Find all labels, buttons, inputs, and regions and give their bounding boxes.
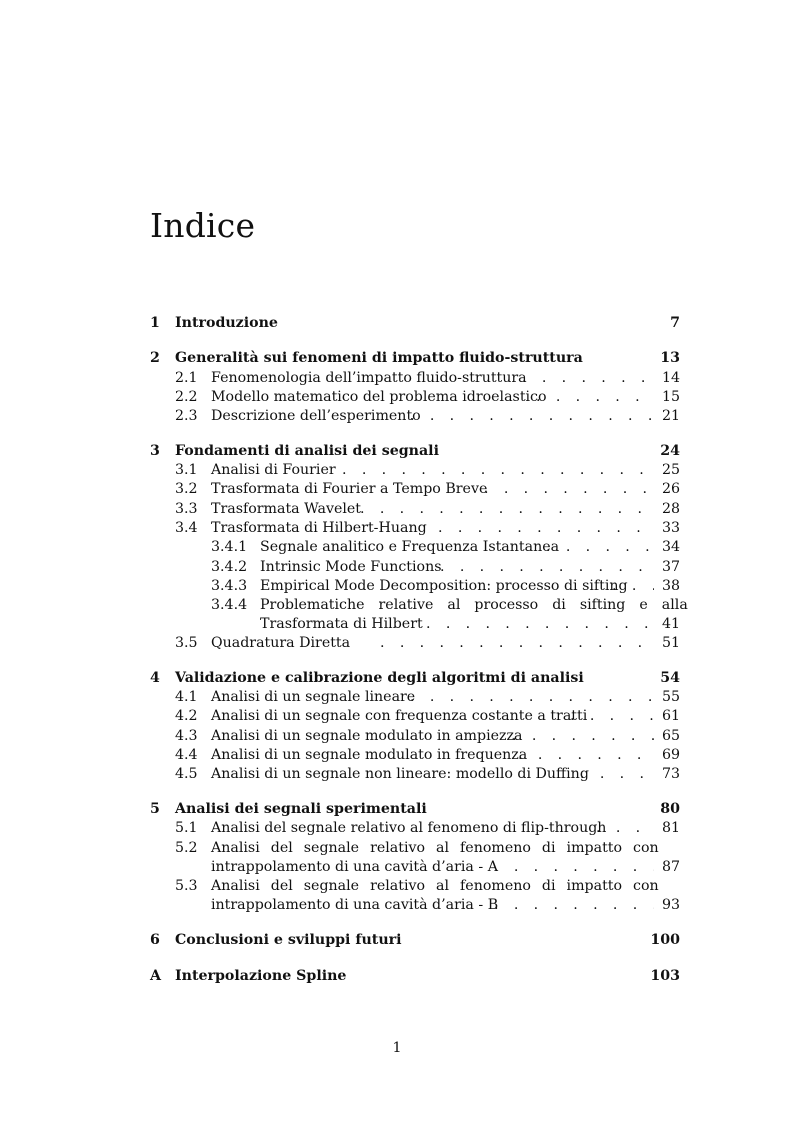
toc-section-4-1[interactable] <box>0 687 794 707</box>
chapter-title: Validazione e calibrazione degli algoritmi di analisi <box>175 670 584 686</box>
subsection-title: Empirical Mode Decomposition: processo di sifting <box>260 578 628 594</box>
leader-dots <box>440 557 654 577</box>
section-page: 73 <box>661 766 680 782</box>
subsection-page: 38 <box>661 578 680 594</box>
chapter-page: 100 <box>650 932 680 948</box>
toc-section-3-5[interactable] <box>0 633 794 653</box>
chapter-number: 3 <box>150 443 160 459</box>
toc-chapter-2[interactable] <box>0 348 794 368</box>
section-page: 93 <box>661 897 680 913</box>
section-number: 3.1 <box>175 462 198 478</box>
leader-dots <box>612 576 654 596</box>
chapter-page: 80 <box>660 801 680 817</box>
section-title: Modello matematico del problema idroelastico <box>211 389 547 405</box>
chapter-title: Interpolazione Spline <box>175 968 347 984</box>
section-page: 14 <box>661 370 680 386</box>
section-page: 87 <box>661 859 680 875</box>
section-title: Analisi di un segnale non lineare: modello di Duffing <box>211 766 589 782</box>
subsection-number: 3.4.3 <box>211 578 248 594</box>
toc-appendix-a[interactable] <box>0 966 794 986</box>
section-number: 5.3 <box>175 878 198 894</box>
section-number: 2.1 <box>175 370 198 386</box>
toc-chapter-1[interactable] <box>0 313 794 333</box>
section-page: 61 <box>661 708 680 724</box>
chapter-title: Conclusioni e sviluppi futuri <box>175 932 402 948</box>
leader-dots <box>536 387 654 407</box>
section-number: 3.4 <box>175 520 198 536</box>
chapter-page: 7 <box>670 315 680 331</box>
section-number: 4.1 <box>175 689 198 705</box>
section-number: 3.3 <box>175 501 198 517</box>
chapter-number: 2 <box>150 350 160 366</box>
section-page: 28 <box>661 501 680 517</box>
subsection-number: 3.4.1 <box>211 539 248 555</box>
toc-section-2-2[interactable] <box>0 387 794 407</box>
toc-subsection-3-4-4[interactable] <box>0 595 794 615</box>
leader-dots <box>570 706 654 726</box>
chapter-number: 6 <box>150 932 160 948</box>
toc-subsection-3-4-4-cont[interactable] <box>0 614 794 634</box>
chapter-page: 24 <box>660 443 680 459</box>
subsection-page: 34 <box>661 539 680 555</box>
section-number: 3.5 <box>175 635 198 651</box>
section-title-line-2: intrappolamento di una cavità d’aria - B <box>211 897 499 913</box>
chapter-page: 103 <box>650 968 680 984</box>
section-number: 4.2 <box>175 708 198 724</box>
leader-dots <box>380 633 654 653</box>
section-page: 33 <box>661 520 680 536</box>
section-page: 65 <box>661 728 680 744</box>
section-title-line-1: Analisi del segnale relativo al fenomeno di impatto con <box>211 840 659 856</box>
subsection-title: Segnale analitico e Frequenza Istantanea <box>260 539 560 555</box>
subsection-page: 37 <box>661 559 680 575</box>
chapter-number: 5 <box>150 801 160 817</box>
leader-dots <box>580 764 654 784</box>
section-page: 69 <box>661 747 680 763</box>
toc-section-3-3[interactable] <box>0 499 794 519</box>
chapter-number: A <box>150 968 162 984</box>
leader-dots <box>426 614 654 634</box>
section-title: Descrizione dell’esperimento <box>211 408 421 424</box>
page-title: Indice <box>150 206 256 245</box>
subsection-number: 3.4.2 <box>211 559 248 575</box>
subsection-page: 41 <box>661 616 680 632</box>
section-number: 3.2 <box>175 481 198 497</box>
toc-section-4-2[interactable] <box>0 706 794 726</box>
toc-section-2-3[interactable] <box>0 406 794 426</box>
chapter-title: Introduzione <box>175 315 278 331</box>
toc-section-5-2-cont[interactable] <box>0 857 794 877</box>
toc-section-5-3-cont[interactable] <box>0 895 794 915</box>
section-title-line-1: Analisi del segnale relativo al fenomeno di impatto con <box>211 878 659 894</box>
section-title: Trasformata Wavelet <box>211 501 361 517</box>
page-number: 1 <box>392 1040 402 1056</box>
section-page: 15 <box>661 389 680 405</box>
leader-dots <box>410 406 654 426</box>
section-page: 26 <box>661 481 680 497</box>
section-title: Quadratura Diretta <box>211 635 351 651</box>
toc-subsection-3-4-2[interactable] <box>0 557 794 577</box>
leader-dots <box>484 479 654 499</box>
toc-section-5-1[interactable] <box>0 818 794 838</box>
toc-subsection-3-4-1[interactable] <box>0 537 794 557</box>
chapter-title: Analisi dei segnali sperimentali <box>175 801 427 817</box>
toc-chapter-3[interactable] <box>0 441 794 461</box>
toc-section-3-1[interactable] <box>0 460 794 480</box>
leader-dots <box>410 687 654 707</box>
section-page: 25 <box>661 462 680 478</box>
leader-dots <box>342 460 654 480</box>
section-number: 4.5 <box>175 766 198 782</box>
section-title: Fenomenologia dell’impatto fluido-struttura <box>211 370 527 386</box>
section-title: Analisi di Fourier <box>211 462 336 478</box>
section-page: 21 <box>661 408 680 424</box>
section-title: Analisi del segnale relativo al fenomeno di flip-through <box>211 820 607 836</box>
subsection-number: 3.4.4 <box>211 597 248 613</box>
toc-section-4-3[interactable] <box>0 726 794 746</box>
chapter-title: Generalità sui fenomeni di impatto fluido-struttura <box>175 350 583 366</box>
section-number: 4.3 <box>175 728 198 744</box>
section-number: 4.4 <box>175 747 198 763</box>
toc-section-3-2[interactable] <box>0 479 794 499</box>
toc-section-5-3[interactable] <box>0 876 794 896</box>
chapter-page: 13 <box>660 350 680 366</box>
leader-dots <box>360 499 654 519</box>
section-number: 2.3 <box>175 408 198 424</box>
leader-dots <box>494 895 654 915</box>
subsection-title-line-1: Problematiche relative al processo di sifting e alla <box>260 597 688 613</box>
chapter-number: 4 <box>150 670 160 686</box>
section-title: Analisi di un segnale con frequenza costante a tratti <box>211 708 588 724</box>
section-title: Analisi di un segnale lineare <box>211 689 416 705</box>
subsection-title-line-2: Trasformata di Hilbert <box>260 616 423 632</box>
section-number: 5.1 <box>175 820 198 836</box>
section-title: Trasformata di Fourier a Tempo Breve <box>211 481 488 497</box>
toc-section-4-5[interactable] <box>0 764 794 784</box>
subsection-title: Intrinsic Mode Functions <box>260 559 442 575</box>
section-title: Analisi di un segnale modulato in ampiezza <box>211 728 523 744</box>
chapter-number: 1 <box>150 315 160 331</box>
chapter-page: 54 <box>660 670 680 686</box>
leader-dots <box>494 857 654 877</box>
section-title: Analisi di un segnale modulato in frequenza <box>211 747 528 763</box>
section-page: 55 <box>661 689 680 705</box>
leader-dots <box>522 368 654 388</box>
leader-dots <box>512 726 654 746</box>
leader-dots <box>438 518 654 538</box>
toc-section-4-4[interactable] <box>0 745 794 765</box>
toc-section-2-1[interactable] <box>0 368 794 388</box>
section-title: Trasformata di Hilbert-Huang <box>211 520 427 536</box>
section-number: 5.2 <box>175 840 198 856</box>
toc-chapter-5[interactable] <box>0 799 794 819</box>
leader-dots <box>596 818 654 838</box>
toc-section-3-4[interactable] <box>0 518 794 538</box>
section-page: 81 <box>661 820 680 836</box>
section-number: 2.2 <box>175 389 198 405</box>
toc-chapter-4[interactable] <box>0 668 794 688</box>
leader-dots <box>546 537 654 557</box>
leader-dots <box>518 745 654 765</box>
section-title-line-2: intrappolamento di una cavità d’aria - A <box>211 859 498 875</box>
chapter-title: Fondamenti di analisi dei segnali <box>175 443 439 459</box>
toc-section-5-2[interactable] <box>0 838 794 858</box>
section-page: 51 <box>661 635 680 651</box>
toc-subsection-3-4-3[interactable] <box>0 576 794 596</box>
toc-chapter-6[interactable] <box>0 930 794 950</box>
